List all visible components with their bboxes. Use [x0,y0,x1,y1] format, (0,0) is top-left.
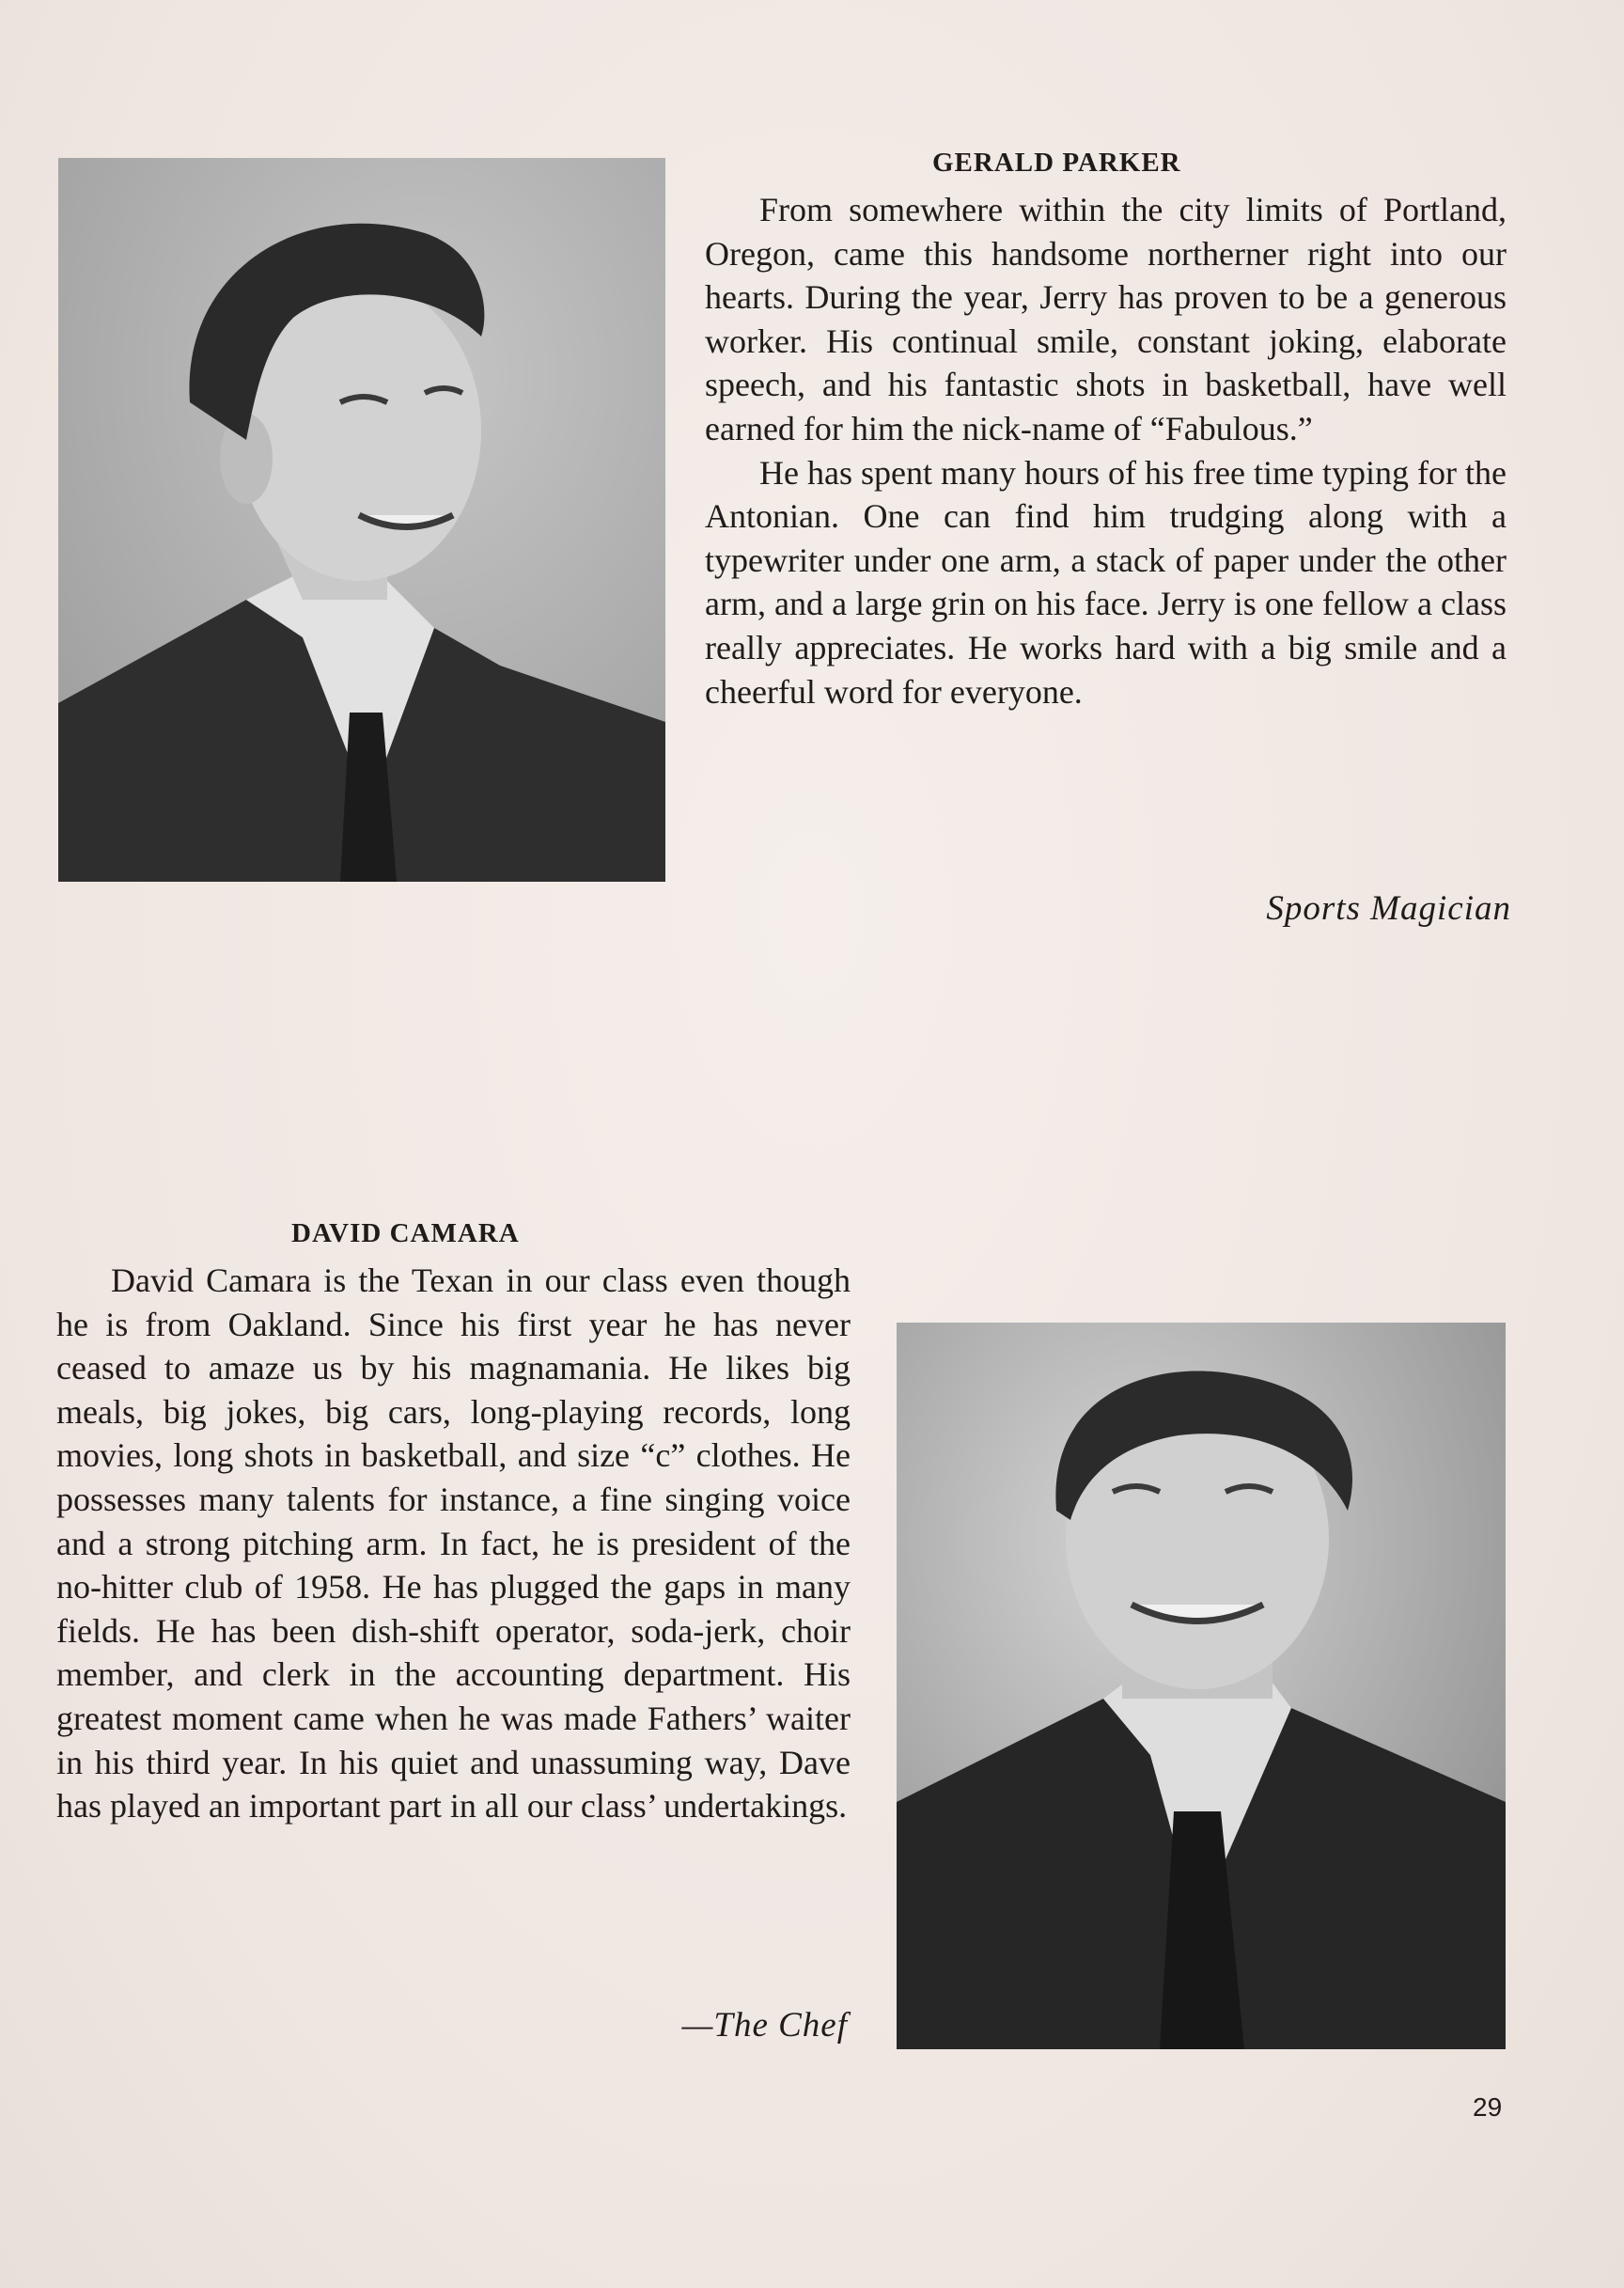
biography-paragraph: David Camara is the Texan in our class even though he is from Oakland. Since his first year he has never ceased to amaze us by his magnamania. He likes big meals, big jokes, big cars, long-playing records, long movies, long shots in basketball, and size “c” clothes. He possesses many talents for instance, a fine singing voice and a strong pitching arm. In fact, he is president of the no-hitter club of 1958. He has plugged the gaps in many fields. He has been dish-shift operator, soda-jerk, choir member, and clerk in the accounting department. His greatest moment came when he was made Fathers’ waiter in his third year. In his quiet and unassuming way, Dave has played an important part in all our class’ undertakings. [56,1262,851,1826]
portrait-photo-gerald-parker [58,158,665,882]
entry-signature: —The Chef [681,2006,848,2045]
portrait-photo-david-camara [897,1323,1506,2049]
entry-biography [56,1259,851,1828]
entry-biography [705,188,1507,713]
entry-signature: Sports Magician [1266,889,1511,928]
portrait-illustration [897,1323,1506,2049]
page-number: 29 [1473,2092,1503,2122]
entry-name-heading: GERALD PARKER [932,148,1181,178]
portrait-illustration [58,158,665,882]
biography-paragraph: He has spent many hours of his free time typing for the Antonian. One can find him trudging along with a typewriter under one arm, a stack of paper under the other arm, and a large grin on his face. Jerry is one fellow a class really appreciates. He works hard with a big smile and a cheerful word for everyone. [705,453,1507,711]
entry-name-heading: DAVID CAMARA [291,1218,520,1248]
biography-paragraph: From somewhere within the city limits of Portland, Oregon, came this handsome northerner right into our hearts. During the year, Jerry has proven to be a generous worker. His continual smile, constant joking, elaborate speech, and his fantastic shots in basketball, have well earned for him the nick-name of “Fabulous.” [705,191,1507,447]
